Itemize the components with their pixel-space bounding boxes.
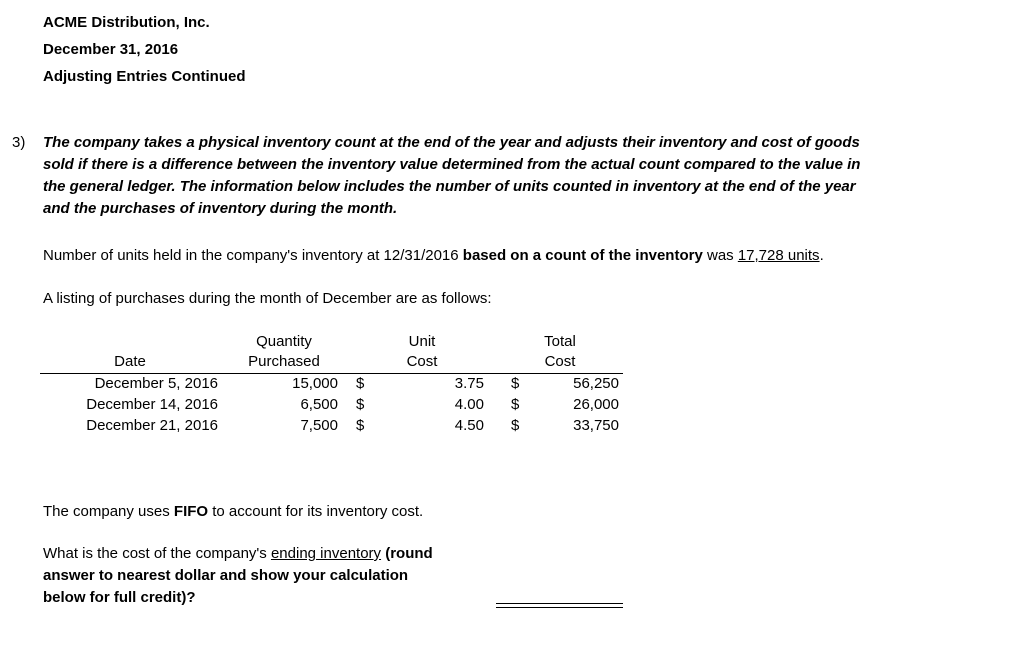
question-line: the general ledger. The information below includes the number of units counted in inventory at the end of the year bbox=[43, 178, 856, 195]
question-line: The company takes a physical inventory count at the end of the year and adjusts their inventory and cost of goods bbox=[43, 134, 860, 151]
row-currency: $ bbox=[511, 375, 520, 392]
row-currency: $ bbox=[356, 375, 365, 392]
row-total-cost: 56,250 bbox=[573, 375, 619, 392]
header-total-cost-line2: Cost bbox=[544, 353, 576, 370]
header-total-cost-line1: Total bbox=[544, 333, 576, 350]
listing-intro: A listing of purchases during the month of December are as follows: bbox=[43, 290, 492, 307]
row-total-cost: 33,750 bbox=[573, 417, 619, 434]
question-line: and the purchases of inventory during the month. bbox=[43, 200, 398, 217]
final-question-line2: answer to nearest dollar and show your calculation bbox=[43, 567, 409, 584]
header-quantity-line1: Quantity bbox=[256, 333, 312, 350]
row-currency: $ bbox=[356, 396, 365, 413]
row-quantity: 6,500 bbox=[300, 396, 338, 413]
answer-double-rule-top bbox=[496, 603, 623, 604]
purchases-table bbox=[0, 373, 640, 437]
row-unit-cost: 4.00 bbox=[454, 396, 484, 413]
row-currency: $ bbox=[356, 417, 365, 434]
fifo-sentence: The company uses FIFO to account for its inventory cost. bbox=[43, 503, 424, 520]
row-unit-cost: 3.75 bbox=[454, 375, 484, 392]
row-currency: $ bbox=[511, 417, 520, 434]
final-question-line1: What is the cost of the company's ending inventory (round bbox=[43, 545, 433, 562]
report-date: December 31, 2016 bbox=[43, 41, 179, 58]
count-sentence: Number of units held in the company's inventory at 12/31/2016 based on a count of the inventory was 17,728 units. bbox=[43, 247, 824, 264]
row-unit-cost: 4.50 bbox=[454, 417, 484, 434]
final-question-line3: below for full credit)? bbox=[43, 589, 196, 606]
row-date: December 14, 2016 bbox=[86, 396, 218, 413]
answer-double-rule-bottom bbox=[496, 607, 623, 608]
row-total-cost: 26,000 bbox=[573, 396, 619, 413]
page-subtitle: Adjusting Entries Continued bbox=[43, 68, 246, 85]
question-line: sold if there is a difference between the inventory value determined from the actual count compared to the value in bbox=[43, 156, 861, 173]
counted-units: 17,728 units bbox=[737, 247, 820, 264]
header-date: Date bbox=[114, 353, 146, 370]
row-quantity: 7,500 bbox=[300, 417, 338, 434]
row-currency: $ bbox=[511, 396, 520, 413]
question-number: 3) bbox=[12, 134, 26, 151]
row-quantity: 15,000 bbox=[292, 375, 338, 392]
row-date: December 21, 2016 bbox=[86, 417, 218, 434]
row-date: December 5, 2016 bbox=[94, 375, 218, 392]
header-unit-cost-line2: Cost bbox=[406, 353, 438, 370]
company-name: ACME Distribution, Inc. bbox=[43, 14, 210, 31]
header-unit-cost-line1: Unit bbox=[408, 333, 436, 350]
header-quantity-line2: Purchased bbox=[248, 353, 320, 370]
